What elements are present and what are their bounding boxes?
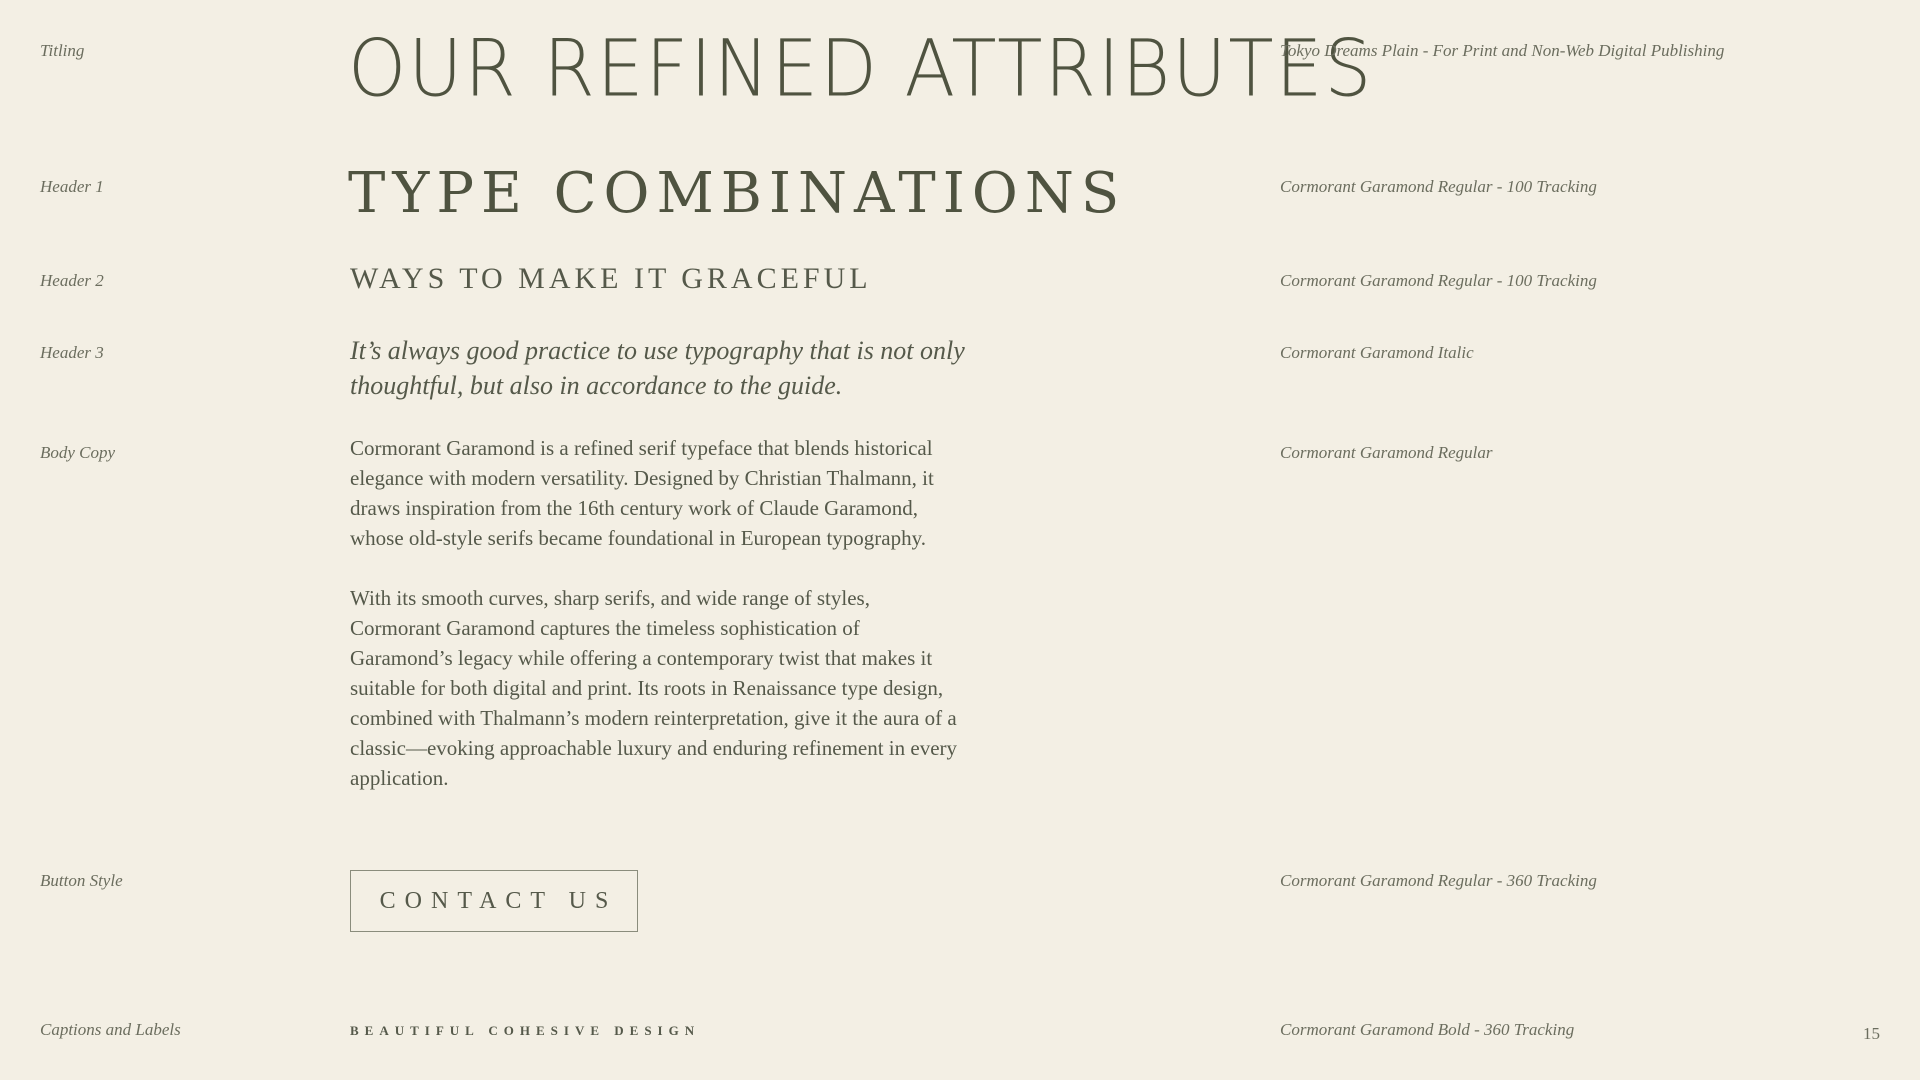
body-paragraph-2: With its smooth curves, sharp serifs, and wide range of styles, Cormorant Garamond captures the timeless sophistication of Garamond’s legacy while offering a contemporary twist that makes it suitable for both digital and print. Its roots in Renaissance type design, combined with Thalmann’s modern reinterpretation, give it the aura of a classic—evoking approachable luxury and enduring refinement in every application. [350, 586, 958, 790]
spec-header-1: Cormorant Garamond Regular - 100 Tracking [1280, 177, 1597, 196]
contact-us-button[interactable]: CONTACT US [350, 870, 638, 932]
label-button-style: Button Style [40, 871, 123, 890]
label-captions: Captions and Labels [40, 1020, 181, 1039]
header-2-sample: WAYS TO MAKE IT GRACEFUL [350, 262, 872, 295]
header-1-sample: TYPE COMBINATIONS [348, 161, 1127, 226]
label-header-1: Header 1 [40, 177, 104, 196]
spec-titling: Tokyo Dreams Plain - For Print and Non-Web Digital Publishing [1280, 41, 1725, 60]
body-paragraph-1: Cormorant Garamond is a refined serif typeface that blends historical elegance with modern versatility. Designed by Christian Thalmann, it draws inspiration from the 16th century work of Claude Garamond, whose old-style serifs became foundational in European typography. [350, 436, 934, 550]
body-copy-sample [350, 433, 960, 823]
label-header-2: Header 2 [40, 271, 104, 290]
spec-captions: Cormorant Garamond Bold - 360 Tracking [1280, 1020, 1575, 1039]
label-body-copy: Body Copy [40, 443, 116, 462]
page-number: 15 [1863, 1024, 1880, 1043]
label-header-3: Header 3 [40, 343, 104, 362]
label-titling: Titling [40, 41, 85, 60]
titling-sample: OUR REFINED ATTRIBUTES [348, 23, 1374, 115]
spec-header-3: Cormorant Garamond Italic [1280, 343, 1474, 362]
header-3-sample: It’s always good practice to use typography that is not only thoughtful, but also in accordance to the guide. [350, 336, 965, 400]
spec-header-2: Cormorant Garamond Regular - 100 Tracking [1280, 271, 1597, 290]
spec-button-style: Cormorant Garamond Regular - 360 Tracking [1280, 871, 1597, 890]
spec-body-copy: Cormorant Garamond Regular [1280, 443, 1493, 462]
caption-sample: BEAUTIFUL COHESIVE DESIGN [350, 1023, 701, 1038]
